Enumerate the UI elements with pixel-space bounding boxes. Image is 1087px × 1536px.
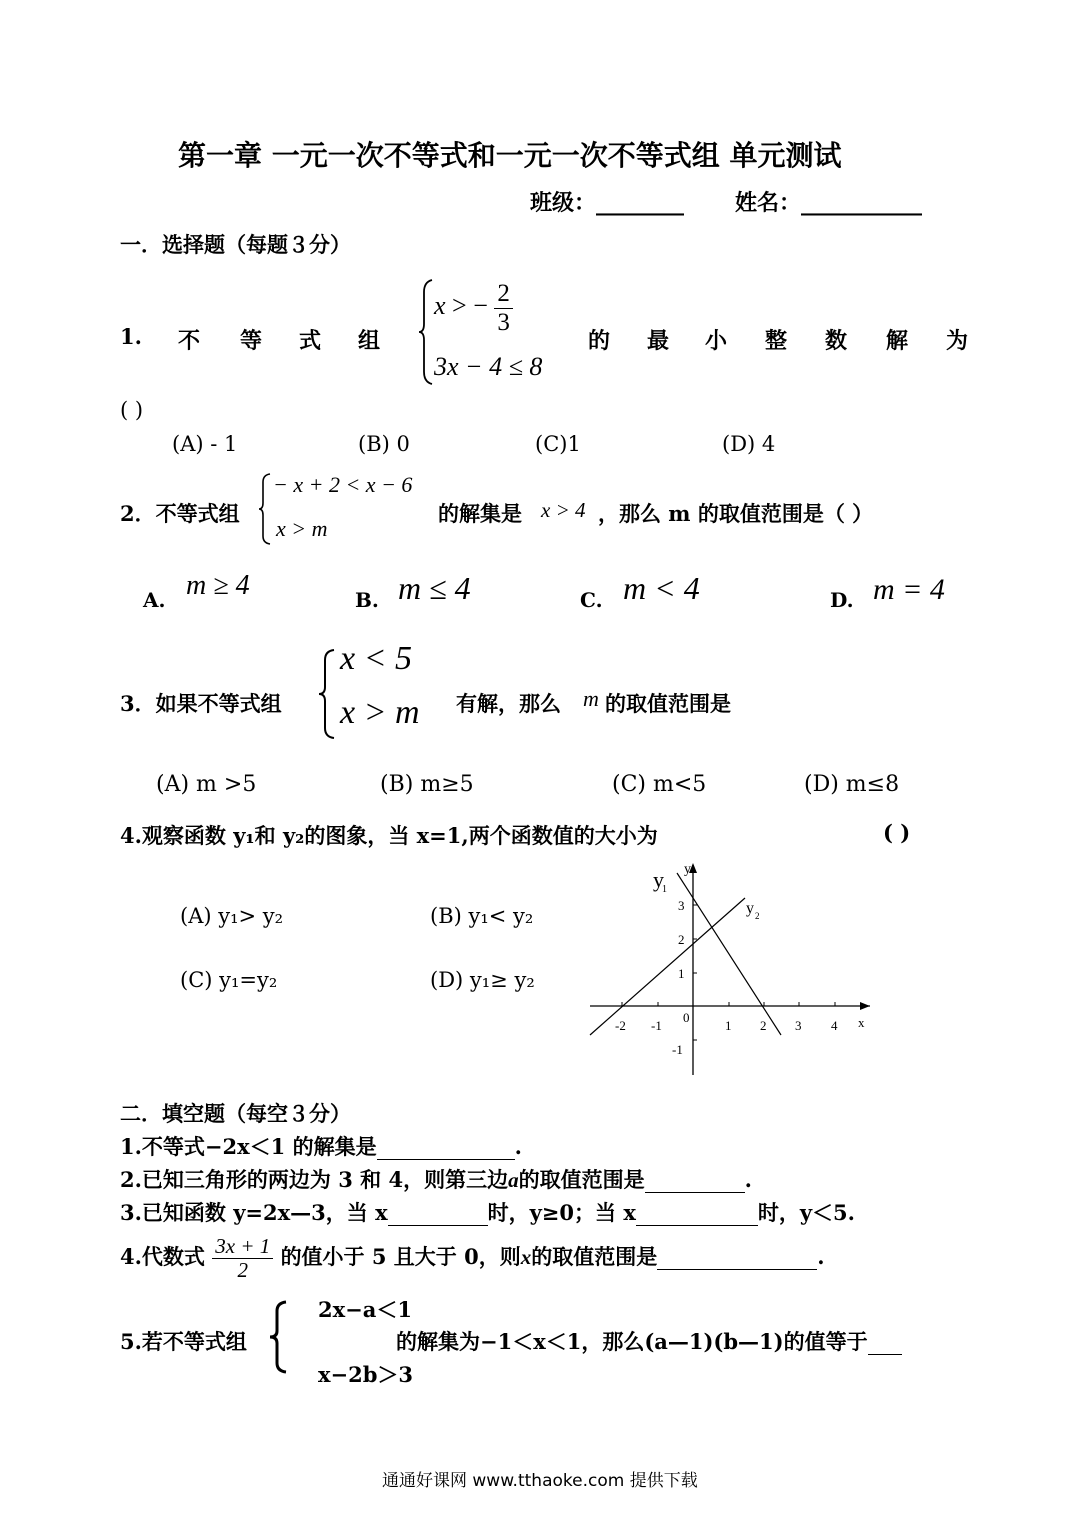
q1-char: 数 [825,328,848,354]
y-tick-label: 3 [678,898,685,913]
q2-option-b-label: B. [355,588,379,612]
y-tick-label: 1 [678,966,685,981]
x-axis-arrow [860,1002,870,1010]
q1-option-b: (B) 0 [358,432,410,456]
fill-5-blank[interactable] [868,1329,902,1355]
q1-gt-minus: > − [445,290,488,320]
section2-heading: 二．填空题（每空３分） [120,1102,351,1126]
page-title: 第一章 一元一次不等式和一元一次不等式组 单元测试 [178,139,842,172]
q1-char: 整 [765,328,788,354]
q4-option-d: (D) y₁≥ y₂ [430,968,535,992]
q4-stem: 4.观察函数 y₁和 y₂的图象，当 x=1,两个函数值的大小为 [120,823,658,848]
q4-blank: ( ) [883,820,911,845]
fill-4-frac-num: 3x + 1 [212,1235,273,1259]
fill-3-text-c: 时，y＜5. [757,1200,855,1225]
fill-4-text: 4.代数式 [120,1244,205,1269]
q2-cond: x > 4 [541,498,586,522]
q2-sys-line1: − x + 2 < x − 6 [273,472,413,497]
fill-3-blank-1[interactable] [388,1200,488,1226]
q1-brace [418,278,434,386]
q1-char: 组 [358,328,381,354]
fill-2-text: 2.已知三角形的两边为 3 和 4，则第三边 [120,1167,509,1192]
q1-char: 小 [705,328,728,354]
q2-mid: 的解集是 [438,501,522,526]
x-tick-label: 1 [725,1018,732,1033]
fill-5-text: 5.若不等式组 [120,1329,247,1354]
x-tick-label: -1 [651,1018,662,1033]
section1-heading: 一．选择题（每题３分） [120,233,351,257]
q1-frac-num: 2 [494,280,513,309]
fill-4-text-c: 的取值范围是 [531,1244,658,1269]
x-tick-label: 2 [760,1018,767,1033]
fill-4-var: x [520,1245,532,1269]
y1-subscript: 1 [662,884,667,895]
q3-option-c: (C) m<5 [612,772,707,797]
fill-2-text-b: 的取值范围是 [518,1167,645,1192]
q1-fraction [494,280,513,336]
q3-var: m [583,686,599,711]
y-axis-label: y [684,862,691,877]
x-tick-label: -2 [615,1018,626,1033]
q3-suffix: 的取值范围是 [605,691,731,716]
y-tick-label: 2 [678,932,685,947]
fill-2 [120,1164,752,1194]
q3-option-a: (A) m >5 [156,772,257,797]
q2-option-b-value: m ≤ 4 [398,570,471,606]
q3-sys-line1: x < 5 [340,640,413,677]
q4-option-a: (A) y₁> y₂ [180,904,284,928]
q2-option-c-value: m < 4 [623,570,700,606]
q1-option-c: (C)1 [535,432,581,456]
q1-blank: ( ) [120,398,144,422]
fill-3-blank-2[interactable] [636,1200,758,1226]
fill-4-blank[interactable] [657,1245,817,1270]
q2-option-c-label: C. [580,588,603,612]
fill-3-text-b: 时，y≥0；当 x [487,1200,636,1225]
fill-4-end: . [817,1244,825,1269]
y2-line [590,898,745,1035]
origin-label: 0 [683,1010,690,1025]
q1-char: 解 [886,328,909,354]
fill-5-brace [268,1300,288,1374]
q1-char: 式 [299,328,322,354]
footer: 通通好课网 www.tthaoke.com 提供下载 [382,1471,698,1491]
q3-option-b: (B) m≥5 [380,772,474,797]
q2-prefix: 2．不等式组 [120,501,240,526]
y2-subscript: 2 [755,911,760,921]
fill-2-end: . [744,1167,752,1192]
q3-sys-line2: x > m [340,694,420,731]
q2-option-a-label: A. [143,588,166,612]
fill-5-sys-line2: x−2b＞3 [318,1362,414,1387]
q1-sys-line1 [434,280,513,336]
fill-1-blank[interactable] [377,1134,515,1160]
fill-3 [120,1197,855,1227]
fill-1-end: . [514,1134,522,1159]
q2-option-a-value: m ≥ 4 [186,570,250,601]
q1-char: 等 [240,328,263,354]
fill-4-text-b: 的值小于 5 且大于 0，则 [280,1244,521,1269]
q2-sys-line2: x > m [276,516,328,541]
q3-prefix: 3．如果不等式组 [120,691,282,716]
y-tick-label: -1 [672,1042,683,1057]
fill-4-fraction [212,1235,273,1282]
fill-5-sys-line1: 2x−a＜1 [318,1297,412,1322]
fill-3-text: 3.已知函数 y=2x—3，当 x [120,1200,388,1225]
name-label: 姓名：___________ [735,191,923,216]
x-axis-label: x [858,1015,865,1030]
fill-5-stem: 的解集为−1＜x＜1，那么(a—1)(b—1)的值等于 [396,1329,868,1354]
fill-1 [120,1131,522,1161]
q1-number: 1. [120,324,142,349]
x-tick-label: 3 [795,1018,802,1033]
q2-brace [258,472,272,546]
class-label: 班级：________ [530,191,685,216]
q1-char: 最 [647,328,670,354]
q4-option-b: (B) y₁< y₂ [430,904,534,928]
q1-char: 为 [946,328,969,354]
q4-function-graph [580,855,880,1080]
fill-5-text-b [396,1326,902,1356]
q1-sys-line2: 3x − 4 ≤ 8 [434,352,543,381]
q1-frac-den: 3 [497,308,510,336]
fill-1-text: 1.不等式−2x＜1 的解集是 [120,1134,377,1159]
q1-char: 的 [588,328,611,354]
fill-2-blank[interactable] [645,1167,745,1193]
q1-var-x: x [434,290,446,320]
q2-option-d-label: D. [830,588,854,612]
x-tick-label: 4 [831,1018,838,1033]
q4-option-c: (C) y₁=y₂ [180,968,278,992]
q1-option-d: (D) 4 [722,432,776,456]
y2-label: y [746,900,754,917]
fill-4 [120,1228,825,1286]
q3-brace [318,648,336,740]
q1-option-a: (A) - 1 [172,432,238,456]
fill-2-var: a [508,1168,519,1192]
fill-4-frac-den: 2 [237,1258,248,1282]
q3-mid: 有解，那么 [456,691,561,716]
q2-option-d-value: m = 4 [873,573,945,606]
y1-label: y [653,867,664,892]
q3-option-d: (D) m≤8 [804,772,900,797]
q2-suffix: ，那么 m 的取值范围是（ ） [598,501,874,526]
q1-char: 不 [178,328,201,354]
